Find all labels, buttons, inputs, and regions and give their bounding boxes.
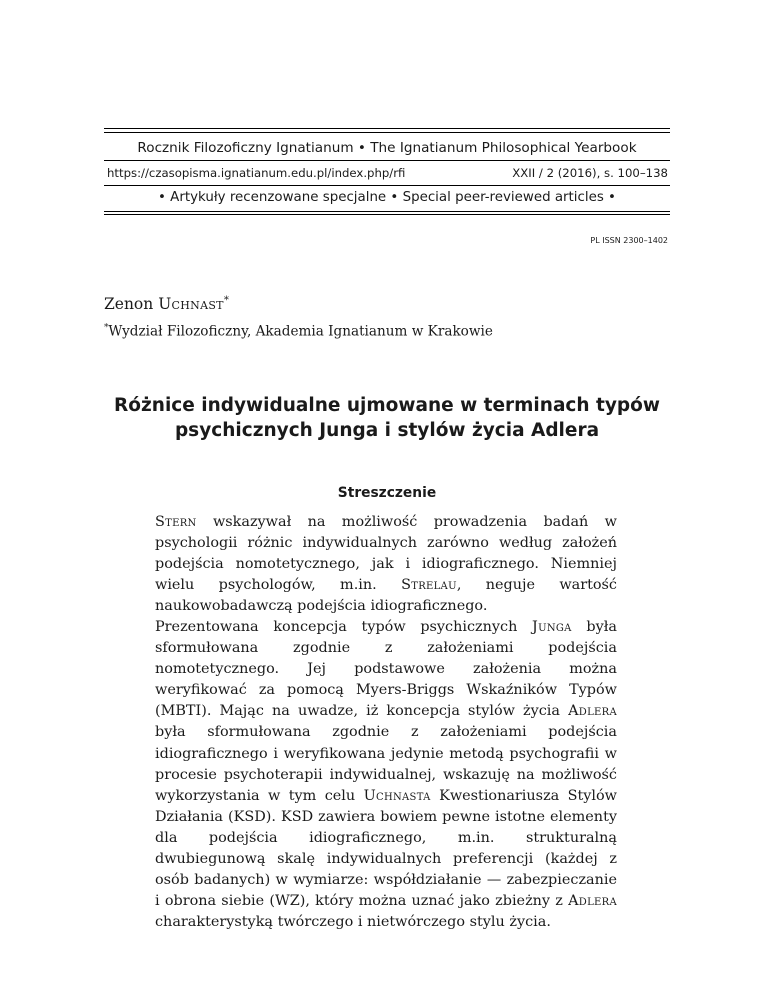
abstract-paragraph-1 (155, 512, 617, 617)
header-rule-top-1 (104, 128, 670, 129)
issn: PL ISSN 2300–1402 (590, 236, 668, 245)
cited-author-name: Strelau (401, 577, 457, 594)
journal-title-line: Rocznik Filozoficzny Ignatianum • The Ignatianum Philosophical Yearbook (137, 140, 637, 156)
header-rule-mid-1 (104, 160, 670, 161)
header-rule-top-2 (104, 132, 670, 133)
abstract-text: charakterystyką twórczego i nietwórczego stylu życia. (155, 914, 551, 931)
author-affiliation (104, 323, 493, 340)
cited-author-name: Stern (155, 514, 197, 530)
header-rule-mid-2 (104, 185, 670, 186)
article-title: Różnice indywidualne ujmowane w terminach typów psychicznych Junga i stylów życia Adlera (114, 395, 660, 441)
volume-issue-pages: XXII / 2 (2016), s. 100–138 (512, 166, 668, 180)
affiliation-footnote-mark: * (104, 323, 109, 333)
author-given-name: Zenon (104, 295, 154, 314)
author-footnote-mark: * (223, 295, 229, 306)
section-line: • Artykuły recenzowane specjalne • Special peer-reviewed articles • (158, 190, 616, 205)
journal-url: https://czasopisma.ignatianum.edu.pl/index.php/rfi (107, 166, 406, 180)
abstract-text: była sformułowana zgodnie z założeniami podejścia idiograficznego i weryfikowana jedynie metodą psychografii w procesie psychoterapii indywidualnej, wskazuję na możliwość wykorzystania w tym celu (155, 724, 617, 804)
cited-author-name: Uchnasta (363, 787, 431, 804)
author-surname: Uchnast (158, 295, 224, 314)
affiliation-text: Wydział Filozoficzny, Akademia Ignatianum w Krakowie (108, 323, 493, 340)
header-rule-bottom-2 (104, 214, 670, 215)
cited-author-name: Adlera (568, 893, 617, 910)
abstract-text: była sformułowana zgodnie z założeniami podejścia nomotetycznego. Jej podstawowe założenia można weryfikować za pomocą Myers-Briggs Wskaźników Typów (MBTI). Mając na uwadze, iż koncepcja stylów życia (155, 619, 617, 720)
cited-author-name: Junga (532, 619, 572, 635)
abstract-paragraph-2 (155, 617, 617, 933)
header-rule-bottom-1 (104, 211, 670, 212)
author-name (104, 295, 229, 313)
abstract-heading: Streszczenie (337, 485, 437, 501)
cited-author-name: Adlera (568, 703, 617, 720)
abstract-text: wskazywał na możliwość prowadzenia badań w psychologii różnic indywidualnych zarówno według założeń podejścia nomotetycznego, jak i idiograficznego. Niemniej wielu psychologów, m.in. (155, 514, 617, 594)
abstract-text: , neguje wartość naukowobadawczą podejścia idiograficznego. (155, 577, 617, 615)
abstract-text: Prezentowana koncepcja typów psychicznych (155, 619, 533, 635)
abstract-text: Kwestionariusza Stylów Działania (KSD). KSD zawiera bowiem pewne istotne elementy dla podejścia idiograficznego, m.in. strukturalną dwubiegunową skalę indywidualnych preferencji (każdej z osób badanych) w wymiarze: współdziałanie — zabezpieczanie i obrona siebie (WZ), który można uznać jako zbieżny z (155, 787, 617, 910)
